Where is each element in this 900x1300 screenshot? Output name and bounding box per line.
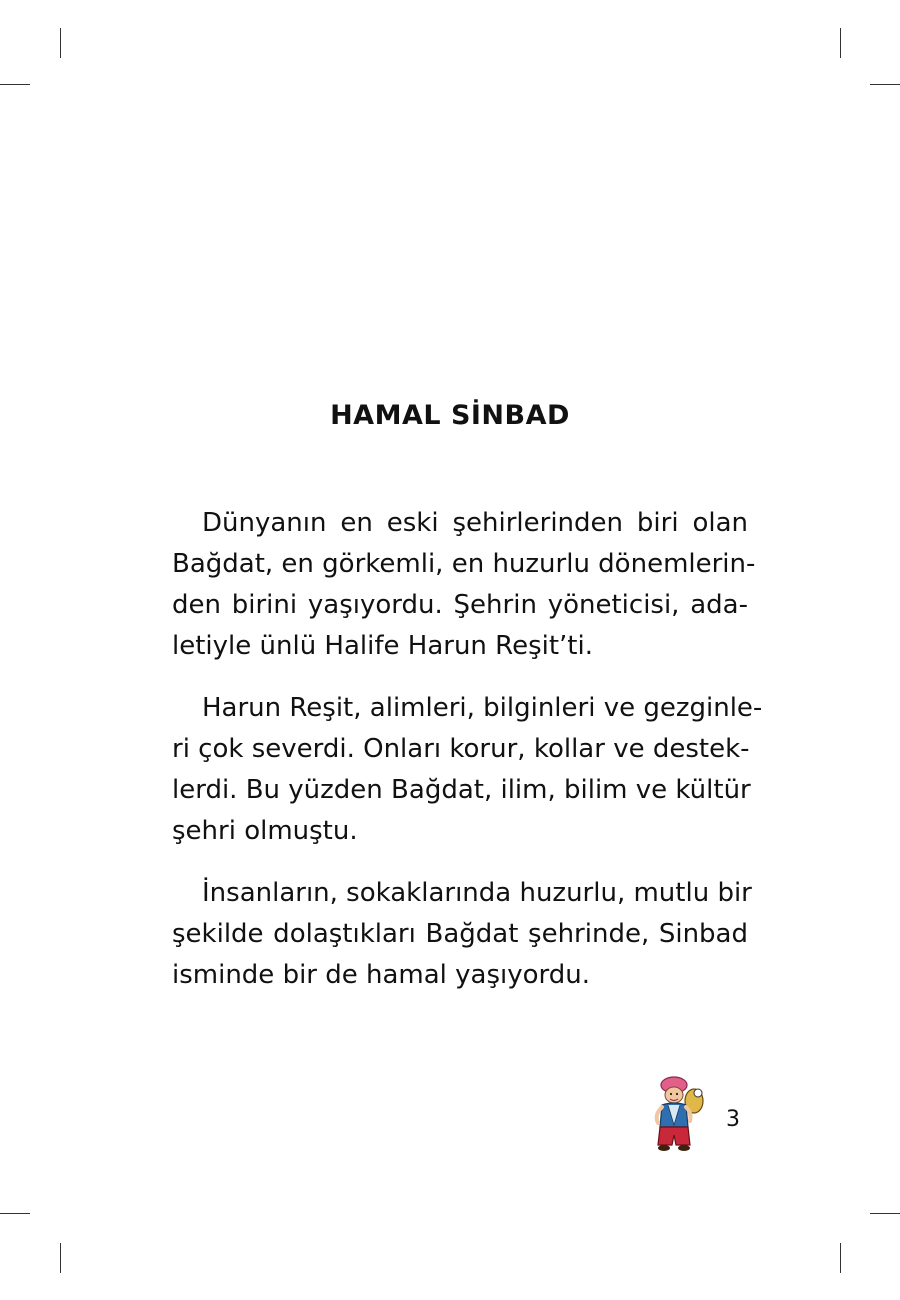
text-line: şekilde dolaştıkları Bağdat şehrinde, Sinbad <box>172 919 748 949</box>
text-line: Dünyanın en eski şehirlerinden biri olan <box>202 508 748 538</box>
porter-character-icon <box>650 1075 710 1155</box>
crop-mark <box>60 28 61 58</box>
paragraph <box>172 688 763 852</box>
text-line: Harun Reşit, alimleri, bilginleri ve gezginle- <box>202 693 763 723</box>
page-number: 3 <box>726 1107 740 1132</box>
crop-mark <box>0 84 30 85</box>
text-line: ri çok severdi. Onları korur, kollar ve destek- <box>172 734 750 764</box>
paragraph <box>172 503 756 667</box>
text-line: şehri olmuştu. <box>172 816 358 846</box>
body-text <box>172 503 763 1017</box>
crop-mark <box>870 1213 900 1214</box>
crop-mark <box>840 28 841 58</box>
text-line: den birini yaşıyordu. Şehrin yöneticisi, ada- <box>172 590 748 620</box>
crop-mark <box>840 1243 841 1273</box>
crop-mark <box>0 1213 30 1214</box>
text-line: Bağdat, en görkemli, en huzurlu dönemlerin- <box>172 549 756 579</box>
text-line: lerdi. Bu yüzden Bağdat, ilim, bilim ve kültür <box>172 775 751 805</box>
paragraph <box>172 873 752 996</box>
crop-mark <box>870 84 900 85</box>
text-line: İnsanların, sokaklarında huzurlu, mutlu bir <box>202 878 752 908</box>
text-line: letiyle ünlü Halife Harun Reşit’ti. <box>172 631 593 661</box>
crop-mark <box>60 1243 61 1273</box>
text-line: isminde bir de hamal yaşıyordu. <box>172 960 591 990</box>
chapter-title: HAMAL SİNBAD <box>330 400 570 431</box>
